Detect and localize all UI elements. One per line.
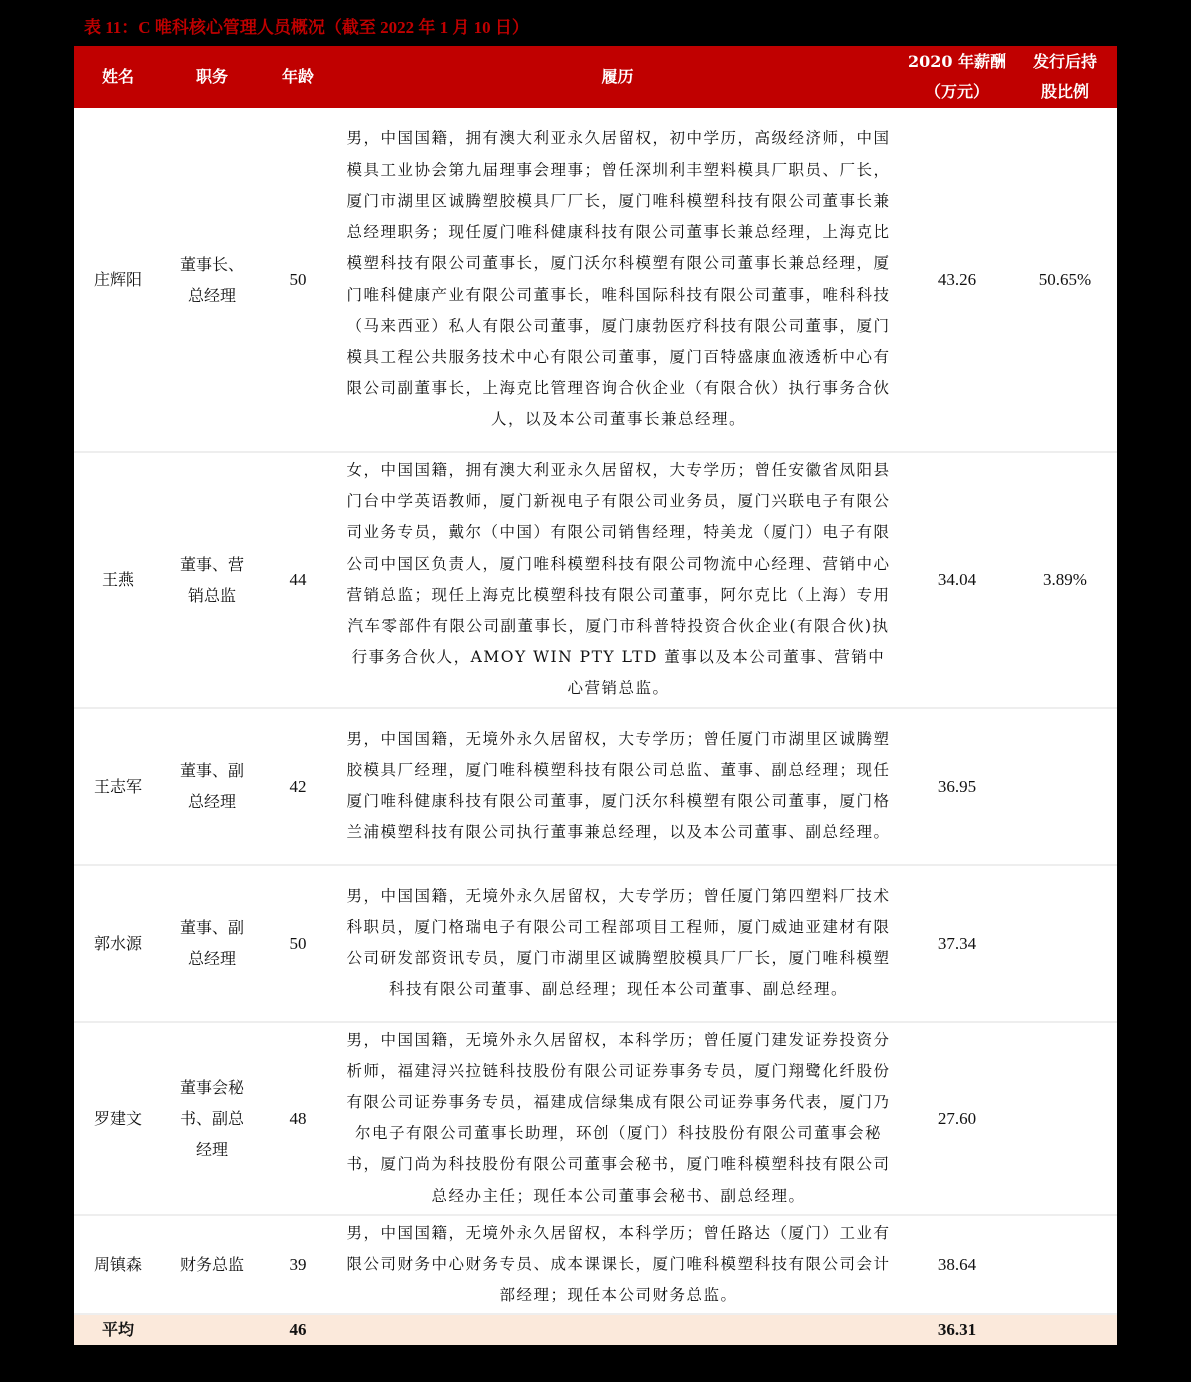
cell-resume: 女，中国国籍，拥有澳大利亚永久居留权，大专学历；曾任安徽省凤阳县门台中学英语教师，厦门新视电子有限公司业务员，厦门兴联电子有限公司业务专员，戴尔（中国）有限公司销售经理，特美龙（厦门）电子有限公司中国区负责人，厦门唯科模塑科技有限公司物流中心经理、营销中心营销总监；现任上海克比模塑科技有限公司董事，阿尔克比（上海）专用汽车零部件有限公司副董事长，厦门市科普特投资合伙企业(有限合伙)执行事务合伙人，AMOY WIN PTY LTD 董事以及本公司董事、营销中心营销总监。	[334, 452, 901, 708]
average-age: 46	[262, 1314, 334, 1345]
cell-name: 周镇森	[74, 1215, 162, 1315]
average-row	[74, 1314, 1117, 1345]
table-row	[74, 452, 1117, 708]
cell-resume: 男，中国国籍，无境外永久居留权，本科学历；曾任厦门建发证券投资分析师，福建浔兴拉链科技股份有限公司证券事务专员，厦门翔鹭化纤股份有限公司证券事务专员，福建成信绿集成有限公司证券事务代表，厦门乃尔电子有限公司董事长助理，环创（厦门）科技股份有限公司董事会秘书，厦门尚为科技股份有限公司董事会秘书，厦门唯科模塑科技有限公司总经办主任；现任本公司董事会秘书、副总经理。	[334, 1022, 901, 1215]
cell-resume: 男，中国国籍，拥有澳大利亚永久居留权，初中学历，高级经济师，中国模具工业协会第九届理事会理事；曾任深圳利丰塑料模具厂职员、厂长，厦门市湖里区诚腾塑胶模具厂厂长，厦门唯科模塑科技有限公司董事长兼总经理职务；现任厦门唯科健康科技有限公司董事长兼总经理，上海克比模塑科技有限公司董事长，厦门沃尔科模塑有限公司董事长兼总经理，厦门唯科健康产业有限公司董事长，唯科国际科技有限公司董事，唯科科技（马来西亚）私人有限公司董事，厦门康勃医疗科技有限公司董事，厦门模具工程公共服务技术中心有限公司董事，厦门百特盛康血液透析中心有限公司副董事长，上海克比管理咨询合伙企业（有限合伙）执行事务合伙人，以及本公司董事长兼总经理。	[334, 108, 901, 452]
header-resume: 履历	[334, 46, 901, 108]
cell-role: 董事、副总经理	[162, 708, 262, 865]
cell-salary: 38.64	[901, 1215, 1013, 1315]
header-share	[1013, 46, 1117, 108]
average-role	[162, 1314, 262, 1345]
cell-resume: 男，中国国籍，无境外永久居留权，大专学历；曾任厦门第四塑料厂技术科职员，厦门格瑞电子有限公司工程部项目工程师，厦门威迪亚建材有限公司研发部资讯专员，厦门市湖里区诚腾塑胶模具厂厂长，厦门唯科模塑科技有限公司董事、副总经理；现任本公司董事、副总经理。	[334, 865, 901, 1022]
cell-salary: 37.34	[901, 865, 1013, 1022]
cell-resume: 男，中国国籍，无境外永久居留权，本科学历；曾任路达（厦门）工业有限公司财务中心财务专员、成本课课长，厦门唯科模塑科技有限公司会计部经理；现任本公司财务总监。	[334, 1215, 901, 1315]
cell-salary: 43.26	[901, 108, 1013, 452]
cell-age: 50	[262, 865, 334, 1022]
header-age: 年龄	[262, 46, 334, 108]
table-row	[74, 865, 1117, 1022]
cell-share: 3.89%	[1013, 452, 1117, 708]
table-row	[74, 1215, 1117, 1315]
cell-share	[1013, 708, 1117, 865]
cell-salary: 34.04	[901, 452, 1013, 708]
cell-share	[1013, 1022, 1117, 1215]
cell-name: 罗建文	[74, 1022, 162, 1215]
cell-role: 董事长、总经理	[162, 108, 262, 452]
table-row	[74, 108, 1117, 452]
header-salary	[901, 46, 1013, 108]
table-row	[74, 1022, 1117, 1215]
cell-salary: 27.60	[901, 1022, 1013, 1215]
cell-role: 董事、副总经理	[162, 865, 262, 1022]
header-salary-line1: 2020 年薪酬	[907, 52, 1007, 71]
table-title: 表 11：C 唯科核心管理人员概况（截至 2022 年 1 月 10 日）	[84, 18, 529, 37]
cell-resume: 男，中国国籍，无境外永久居留权，大专学历；曾任厦门市湖里区诚腾塑胶模具厂经理，厦门唯科模塑科技有限公司总监、董事、副总经理；现任厦门唯科健康科技有限公司董事，厦门沃尔科模塑有限公司董事，厦门格兰浦模塑科技有限公司执行董事兼总经理，以及本公司董事、副总经理。	[334, 708, 901, 865]
cell-name: 王燕	[74, 452, 162, 708]
cell-age: 44	[262, 452, 334, 708]
cell-role: 董事会秘书、副总经理	[162, 1022, 262, 1215]
header-salary-line2: （万元）	[924, 82, 989, 101]
cell-name: 庄辉阳	[74, 108, 162, 452]
cell-share	[1013, 1215, 1117, 1315]
table-header-row	[74, 46, 1117, 108]
average-resume	[334, 1314, 901, 1345]
header-role: 职务	[162, 46, 262, 108]
cell-age: 39	[262, 1215, 334, 1315]
cell-age: 50	[262, 108, 334, 452]
cell-name: 王志军	[74, 708, 162, 865]
header-share-line2: 股比例	[1040, 82, 1089, 101]
management-table	[74, 46, 1117, 1345]
cell-age: 42	[262, 708, 334, 865]
cell-salary: 36.95	[901, 708, 1013, 865]
header-name: 姓名	[74, 46, 162, 108]
cell-share: 50.65%	[1013, 108, 1117, 452]
table-row	[74, 708, 1117, 865]
cell-role: 董事、营销总监	[162, 452, 262, 708]
average-salary: 36.31	[901, 1314, 1013, 1345]
average-share	[1013, 1314, 1117, 1345]
cell-age: 48	[262, 1022, 334, 1215]
cell-role: 财务总监	[162, 1215, 262, 1315]
average-label: 平均	[74, 1314, 162, 1345]
header-share-line1: 发行后持	[1032, 52, 1097, 71]
cell-share	[1013, 865, 1117, 1022]
cell-name: 郭水源	[74, 865, 162, 1022]
